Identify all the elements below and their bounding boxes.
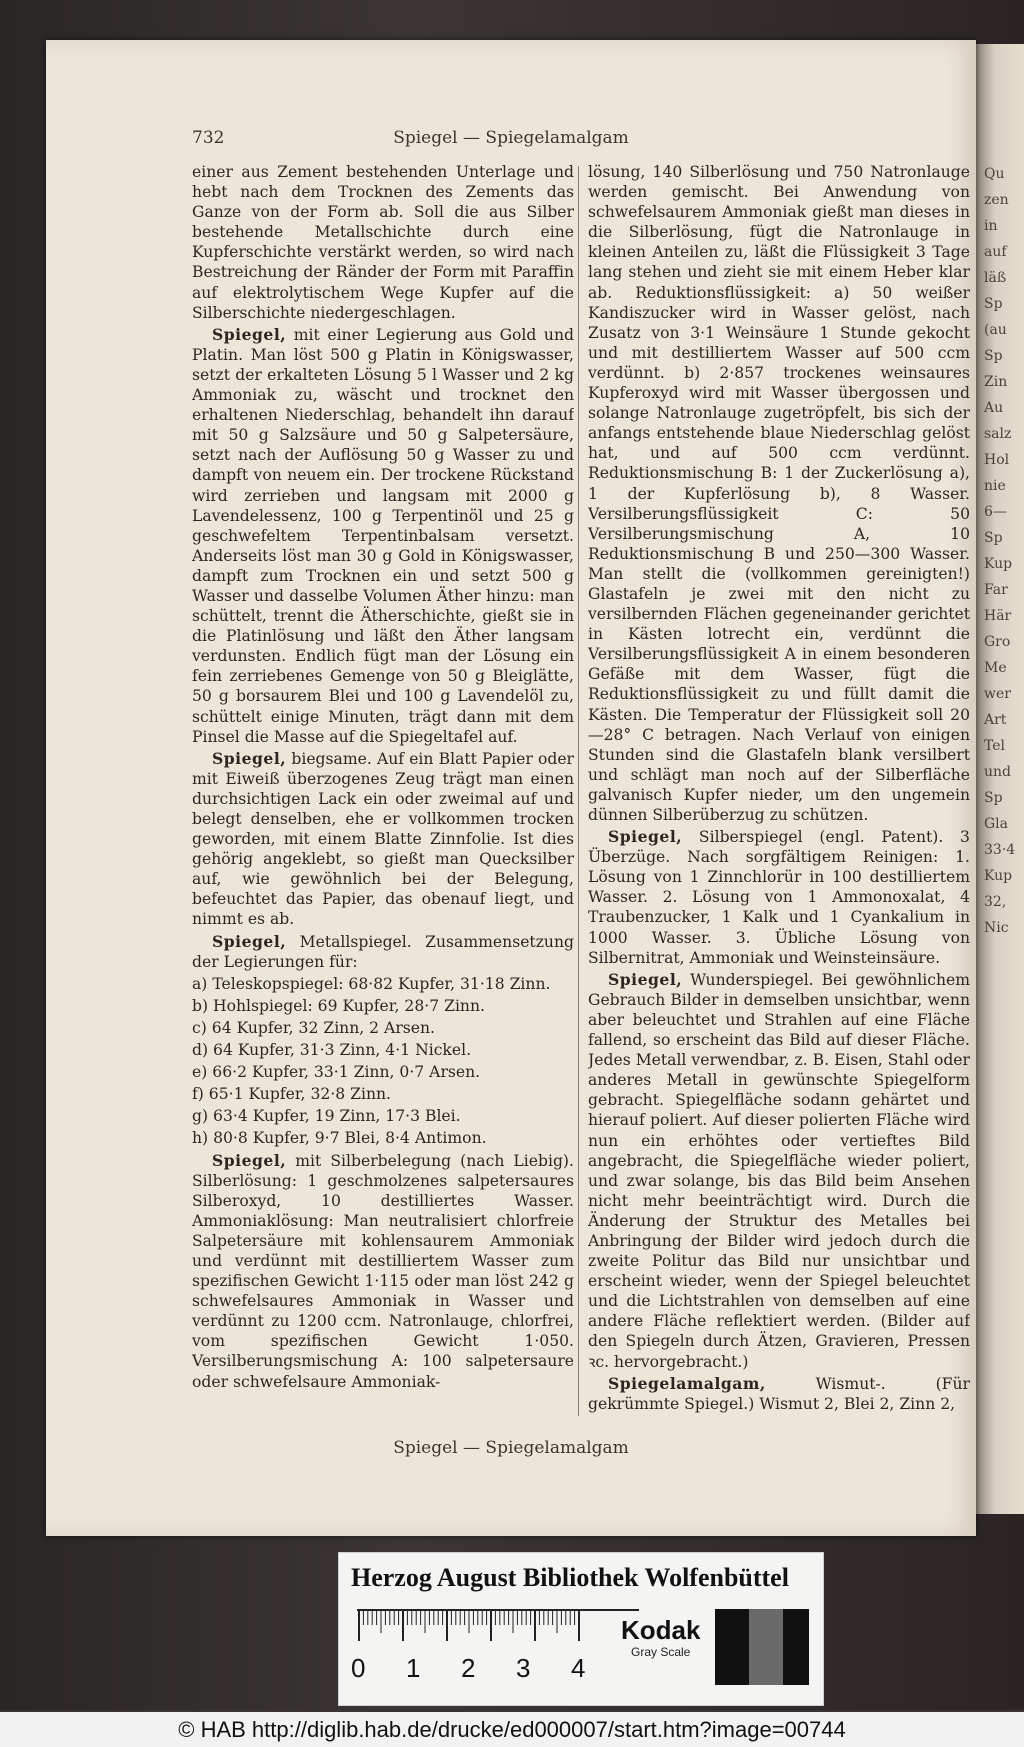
paragraph: [588, 162, 970, 825]
paragraph: [192, 1128, 574, 1148]
adjacent-page-fragment: Zin: [984, 374, 1008, 390]
ruler-number: 1: [406, 1653, 421, 1683]
paragraph-text: f) 65·1 Kupfer, 32·8 Zinn.: [192, 1085, 392, 1104]
ruler-number: 0: [351, 1653, 366, 1683]
page-header: [46, 128, 976, 154]
entry-headword: Spiegel,: [212, 324, 287, 344]
adjacent-page-fragment: in: [984, 218, 998, 234]
running-title: Spiegel — Spiegelamalgam: [393, 128, 629, 148]
adjacent-page-fragment: Sp: [984, 790, 1003, 806]
adjacent-page-fragment: Kup: [984, 556, 1013, 572]
adjacent-page-fragment: läß: [984, 270, 1007, 286]
adjacent-page-fragment: Me: [984, 660, 1007, 676]
paragraph-text: Metallspiegel. Zusammensetzung der Legierungen für:: [192, 932, 574, 971]
adjacent-page-fragment: Art: [984, 712, 1007, 728]
paragraph-text: c) 64 Kupfer, 32 Zinn, 2 Arsen.: [192, 1018, 436, 1037]
adjacent-page-fragment: Sp: [984, 530, 1003, 546]
paragraph: [192, 996, 574, 1016]
adjacent-page-fragment: auf: [984, 244, 1007, 260]
column-divider: [578, 166, 579, 1416]
adjacent-page-edge: [976, 44, 1024, 1514]
entry-headword: Spiegelamalgam,: [608, 1373, 766, 1393]
paragraph-text: Wismut-. (Für gekrümmte Spiegel.) Wismut 2, Blei 2, Zinn 2,: [588, 1374, 970, 1413]
entry-headword: Spiegel,: [212, 748, 287, 768]
paragraph: [192, 1106, 574, 1126]
paragraph: [192, 749, 574, 930]
paragraph-text: lösung, 140 Silberlösung und 750 Natronlauge werden gemischt. Bei Anwendung von schwefelsaurem Ammoniak gießt man dieses in die Silberlösung, fügt die Natronlauge in kleinen Anteilen zu, läßt die Flüssigkeit 3 Tage lang stehen und zieht sie mit einem Heber klar ab. Reduktionsflüssigkeit: a) 50 weißer Kandiszucker wird in Wasser gelöst, nach Zusatz von 3·1 Weinsäure 1 Stunde gekocht und mit destilliertem Wasser auf 500 ccm verdünnt. b) 2·857 trockenes weinsaures Kupferoxyd wird mit Wasser übergossen und solange Natronlauge zugetröpfelt, bis sich der anfangs entstehende blaue Niederschlag gelöst hat, und auf 500 ccm verdünnt. Reduktionsmischung B: 1 der Zuckerlösung a), 1 der Kupferlösung b), 8 Wasser. Versilberungsflüssigkeit C: 50 Versilberungsmischung A, 10 Reduktionsmischung B und 250—300 Wasser. Man stellt die (vollkommen gereinigten!) Glastafeln je zwei mit den nicht zu versilbernden Flächen gegeneinander gerichtet in Kästen lotrecht ein, verdünnt die Versilberungsflüssigkeit A in einem besonderen Gefäße mit dem Wasser, fügt die Reduktionsflüssigkeit zu und füllt damit die Kästen. Die Temperatur der Flüssigkeit soll 20—28° C betragen. Nach Verlauf von einigen Stunden sind die Glastafeln blank versilbert und schlägt man noch auf der Silberfläche galvanisch Kupfer nieder, um den ungemein dünnen Silberüberzug zu schützen.: [588, 163, 970, 824]
adjacent-page-fragment: Gro: [984, 634, 1011, 650]
paragraph: [588, 827, 970, 968]
paragraph: [192, 1151, 574, 1392]
adjacent-page-fragment: Hol: [984, 452, 1010, 468]
entry-headword: Spiegel,: [212, 931, 287, 951]
color-target-card: [338, 1552, 824, 1706]
paragraph: [192, 1084, 574, 1104]
ruler-number: 3: [516, 1653, 531, 1683]
paragraph: [192, 1062, 574, 1082]
adjacent-page-fragment: 33·4: [984, 842, 1016, 858]
entry-headword: Spiegel,: [608, 827, 683, 847]
adjacent-page-fragment: Sp: [984, 296, 1003, 312]
adjacent-page-fragment: Qu: [984, 166, 1005, 182]
institution-name: Herzog August Bibliothek Wolfenbüttel: [351, 1563, 789, 1592]
gray-patch-black: [715, 1609, 749, 1685]
paragraph-text: e) 66·2 Kupfer, 33·1 Zinn, 0·7 Arsen.: [192, 1063, 481, 1082]
paragraph-text: mit einer Legierung aus Gold und Platin. Man löst 500 g Platin in Königswasser, setzt der erkalteten Lösung 5 l Wasser und 2 kg Ammoniak zu, wäscht und trocknet den erhaltenen Niederschlag, behandelt ihn darauf mit 50 g Salzsäure und 50 g Salpetersäure, setzt nach der Auflösung 50 g Wasser zu und dampft von neuem ein. Der trockene Rückstand wird zerrieben und langsam mit 2000 g Lavendelessenz, 100 g Terpentinöl und 25 g geschwefeltem Terpentinbalsam versetzt. Anderseits löst man 30 g Gold in Königswasser, dampft zum Trocknen ein und setzt 500 g Wasser und dasselbe Volumen Äther hinzu: man schüttelt, trennt die Ätherschichte, gießt sie in die Platinlösung und läßt den Äther langsam verdunsten. Endlich fügt man der Lösung ein fein zerriebenes Gemenge von 50 g Bleiglätte, 50 g borsaurem Blei und 100 g Lavendelöl zu, schüttelt einige Minuten, trägt dann mit dem Pinsel die Masse auf die Spiegeltafel auf.: [192, 325, 574, 746]
paragraph: [588, 1374, 970, 1414]
paragraph: [192, 1018, 574, 1038]
paragraph: [192, 932, 574, 972]
page-footer: Spiegel — Spiegelamalgam: [393, 1438, 629, 1458]
adjacent-page-fragment: Kup: [984, 868, 1013, 884]
adjacent-page-fragment: Gla: [984, 816, 1009, 832]
adjacent-page-fragment: Far: [984, 582, 1008, 598]
adjacent-page-fragment: und: [984, 764, 1011, 780]
ruler-numbers: [351, 1653, 651, 1683]
paragraph: [192, 974, 574, 994]
adjacent-page-fragment: Tel: [984, 738, 1006, 754]
adjacent-page-fragment: (au: [984, 322, 1007, 338]
adjacent-page-fragment: salz: [984, 426, 1012, 442]
copyright-bar: © HAB http://diglib.hab.de/drucke/ed000007/start.htm?image=00744: [0, 1712, 1024, 1747]
paragraph-text: einer aus Zement bestehenden Unterlage und hebt nach dem Trocknen des Zements das Ganze von der Form ab. Soll die aus Silber bestehende Metallschichte durch eine Kupferschichte verstärkt werden, so wird nach Bestreichung der Ränder der Form mit Paraffin auf elektrolytischem Wege Kupfer auf die Silberschichte niedergeschlagen.: [192, 163, 574, 322]
paragraph: [192, 162, 574, 323]
paragraph-text: d) 64 Kupfer, 31·3 Zinn, 4·1 Nickel.: [192, 1041, 472, 1060]
adjacent-page-fragment: Sp: [984, 348, 1003, 364]
left-column: [192, 162, 574, 1424]
paragraph: [192, 325, 574, 747]
entry-headword: Spiegel,: [212, 1150, 287, 1170]
paragraph-text: h) 80·8 Kupfer, 9·7 Blei, 8·4 Antimon.: [192, 1129, 487, 1148]
entry-headword: Spiegel,: [608, 969, 683, 989]
ruler-number: 4: [571, 1653, 586, 1683]
page-number: 732: [192, 128, 225, 148]
kodak-logo: Kodak: [621, 1615, 701, 1645]
adjacent-page-fragment: zen: [984, 192, 1009, 208]
paragraph-text: a) Teleskopspiegel: 68·82 Kupfer, 31·18 Zinn.: [192, 974, 551, 993]
paragraph-text: mit Silberbelegung (nach Liebig). Silberlösung: 1 geschmolzenes salpetersaures Silberoxyd, 10 destilliertes Wasser. Ammoniaklösung: Man neutralisiert chlorfreie Salpetersäure mit kohlensaurem Ammoniak und verdünnt mit destilliertem Wasser zum spezifischen Gewicht 1·115 oder man löst 242 g schwefelsaures Ammoniak in Wasser und verdünnt zu 1200 ccm. Natronlauge, chlorfrei, vom spezifischen Gewicht 1·050. Versilberungsmischung A: 100 salpetersaure oder schwefelsaure Ammoniak-: [192, 1151, 574, 1391]
adjacent-page-fragment: nie: [984, 478, 1006, 494]
adjacent-page-fragment: Au: [984, 400, 1004, 416]
gray-patch-mid: [749, 1609, 783, 1685]
adjacent-page-fragment: 6—: [984, 504, 1007, 520]
paragraph-text: Wunderspiegel. Bei gewöhnlichem Gebrauch Bilder in demselben unsichtbar, wenn aber beleuchtet und Strahlen auf eine Fläche fallend, so erscheint das Bild auf dieser Fläche. Jedes Metall verwendbar, z. B. Eisen, Stahl oder anderes Metall in gewünschte Spiegelform gebracht. Spiegelfläche sodann gehärtet und hierauf poliert. Auf dieser polierten Fläche wird nun ein erhöhtes oder vertieftes Bild angebracht, die Spiegelfläche wieder poliert, und zwar solange, bis das Bild beim Ansehen nicht mehr beeinträchtigt wird. Durch die Änderung der Struktur des Metalles bei Anbringung der Bilder wird jedoch durch die zweite Politur das Bild nur unsichtbar und erscheint wieder, wenn der Spiegel beleuchtet und die Lichtstrahlen von demselben auf eine andere Fläche reflektiert werden. (Bilder auf den Spiegeln durch Ätzen, Gravieren, Pressen ꝛc. hervorgebracht.): [588, 970, 970, 1371]
book-page: [46, 40, 976, 1536]
adjacent-page-fragment: Här: [984, 608, 1012, 624]
right-column: [588, 162, 970, 1424]
paragraph-text: biegsame. Auf ein Blatt Papier oder mit Eiweiß überzogenes Zeug trägt man einen durchsichtigen Lack ein oder zweimal auf und belegt denselben, ehe er vollkommen trocken geworden, mit einem Blatte Zinnfolie. Ist dies gehörig angeklebt, so gießt man Quecksilber auf, wie gewöhnlich bei der Belegung, befeuchtet das Papier, das obenauf liegt, und nimmt es ab.: [192, 749, 574, 929]
paragraph: [192, 1040, 574, 1060]
ruler-ticks: [357, 1611, 639, 1641]
paragraph-text: Silberspiegel (engl. Patent). 3 Überzüge. Nach sorgfältigem Reinigen: 1. Lösung von 1 Zinnchlorür in 100 destilliertem Wasser. 2. Lösung von 1 Ammonoxalat, 4 Traubenzucker, 1 Kalk und 1 Cyankalium in 1000 Wasser. 3. Übliche Lösung von Silbernitrat, Ammoniak und Weinsteinsäure.: [588, 828, 970, 967]
paragraph-text: b) Hohlspiegel: 69 Kupfer, 28·7 Zinn.: [192, 996, 485, 1015]
adjacent-page-fragment: Nic: [984, 920, 1009, 936]
paragraph: [588, 970, 970, 1372]
gray-patch-black-2: [783, 1609, 809, 1685]
adjacent-page-fragment: wer: [984, 686, 1011, 702]
paragraph-text: g) 63·4 Kupfer, 19 Zinn, 17·3 Blei.: [192, 1107, 461, 1126]
adjacent-page-fragment: 32,: [984, 894, 1007, 910]
ruler-number: 2: [461, 1653, 476, 1683]
gray-scale-label: Gray Scale: [631, 1645, 691, 1659]
